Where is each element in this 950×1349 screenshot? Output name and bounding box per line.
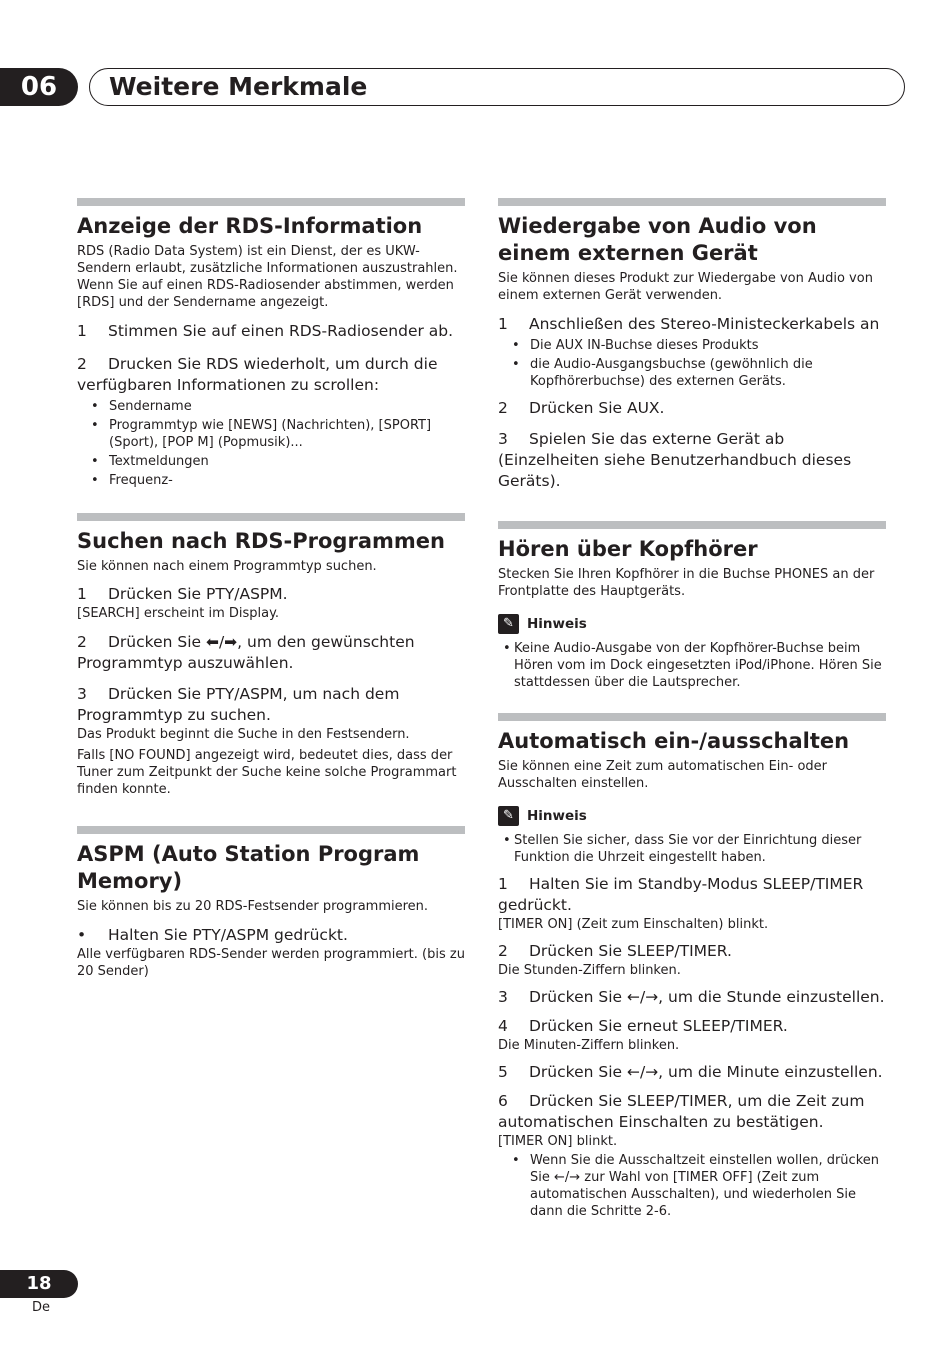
step-detail: Alle verfügbaren RDS-Sender werden programmiert. (bis zu 20 Sender) — [77, 947, 465, 979]
list-item: • Sendername — [77, 398, 465, 415]
step-bullet — [77, 925, 465, 946]
step-number: 1 — [77, 585, 87, 603]
step-text: Anschließen des Stereo-Ministeckerkabels an — [529, 315, 880, 333]
step-text: Stimmen Sie auf einen RDS-Radiosender ab. — [108, 322, 454, 340]
step-number: 1 — [498, 875, 508, 893]
step-number: 2 — [498, 399, 508, 417]
section-divider — [498, 713, 886, 721]
step-number: 1 — [77, 322, 87, 340]
section-auto-on-off — [498, 713, 886, 1222]
step-1 — [498, 314, 886, 335]
section-divider — [77, 826, 465, 834]
note-label: Hinweis — [527, 616, 587, 632]
section-title: ASPM (Auto Station Program Memory) — [77, 842, 420, 893]
list-item: • Textmeldungen — [77, 453, 465, 470]
language-code: De — [32, 1300, 51, 1315]
step-detail: Das Produkt beginnt die Suche in den Festsendern. — [77, 727, 410, 742]
step-1 — [77, 584, 465, 605]
step-text: Drücken Sie AUX. — [529, 399, 665, 417]
step-detail: [TIMER ON] blinkt. — [498, 1134, 618, 1149]
note-item: • Stellen Sie sicher, dass Sie vor der Einrichtung dieser Funktion die Uhrzeit eingestellt haben. — [498, 832, 886, 866]
section-intro: RDS (Radio Data System) ist ein Dienst, der es UKW-Sendern erlaubt, zusätzliche Informationen auszustrahlen. Wenn Sie auf einen RDS-Radiosender abstimmen, werden [RDS] und der Sendername angezeigt. — [77, 244, 458, 310]
section-intro: Stecken Sie Ihren Kopfhörer in die Buchse PHONES an der Frontplatte des Hauptgeräts. — [498, 567, 875, 599]
step-text: Drücken Sie SLEEP/TIMER. — [529, 942, 732, 960]
section-title: Anzeige der RDS-Information — [77, 214, 423, 238]
note-label: Hinweis — [527, 808, 587, 824]
list-item: • Frequenz- — [77, 472, 465, 489]
step-number: 1 — [498, 315, 508, 333]
pencil-note-icon: ✎ — [498, 806, 519, 826]
section-external-audio — [498, 198, 886, 492]
step-text: Drücken Sie ←/→, um die Minute einzustellen. — [529, 1063, 883, 1081]
section-divider — [498, 198, 886, 206]
step-text: Drücken Sie PTY/ASPM, um nach dem Programmtyp zu suchen. — [77, 685, 400, 724]
step-2 — [498, 398, 886, 419]
step-4 — [498, 1016, 886, 1037]
step-detail: Falls [NO FOUND] angezeigt wird, bedeutet dies, dass der Tuner zum Zeitpunkt der Suche keine solche Programmart finden konnte. — [77, 748, 457, 797]
section-headphones — [498, 521, 886, 693]
pencil-note-icon: ✎ — [498, 614, 519, 634]
page-number: 18 — [0, 1270, 78, 1298]
step-number: 2 — [77, 633, 87, 651]
section-divider — [498, 521, 886, 529]
list-item: • Programmtyp wie [NEWS] (Nachrichten), [SPORT] (Sport), [POP M] (Popmusik)... — [77, 417, 465, 451]
step-bullet-mark: • — [77, 926, 87, 944]
section-intro: Sie können bis zu 20 RDS-Festsender programmieren. — [77, 899, 429, 914]
step-3 — [77, 684, 465, 726]
note-item: • Keine Audio-Ausgabe von der Kopfhörer-Buchse beim Hören vom im Dock eingesetzten iPod/iPhone. Hören Sie stattdessen über die Lautsprecher. — [498, 640, 886, 691]
step-text: Drücken Sie ⬅/➡, um den gewünschten Programmtyp auszuwählen. — [77, 633, 415, 672]
step-2 — [77, 354, 465, 396]
step-5 — [498, 1062, 886, 1083]
step-number: 5 — [498, 1063, 508, 1081]
section-divider — [77, 513, 465, 521]
step-text: Halten Sie PTY/ASPM gedrückt. — [108, 926, 348, 944]
step-detail: [SEARCH] erscheint im Display. — [77, 606, 280, 621]
section-title: Wiedergabe von Audio von einem externen Gerät — [498, 214, 817, 265]
section-title: Hören über Kopfhörer — [498, 537, 758, 561]
step-text: Drücken Sie ←/→, um die Stunde einzustellen. — [529, 988, 885, 1006]
step-detail: [TIMER ON] (Zeit zum Einschalten) blinkt. — [498, 917, 769, 932]
step-2 — [498, 941, 886, 962]
chapter-number: 06 — [0, 68, 78, 106]
note-header — [498, 806, 886, 826]
step-detail: Die Minuten-Ziffern blinken. — [498, 1038, 680, 1053]
section-aspm — [77, 826, 465, 980]
step-6 — [498, 1091, 886, 1133]
step-text: Halten Sie im Standby-Modus SLEEP/TIMER gedrückt. — [498, 875, 864, 914]
step-text: Drucken Sie RDS wiederholt, um durch die verfügbaren Informationen zu scrollen: — [77, 355, 438, 394]
section-rds-information — [77, 198, 465, 491]
note-header — [498, 614, 886, 634]
section-title: Suchen nach RDS-Programmen — [77, 529, 445, 553]
section-divider — [77, 198, 465, 206]
step-number: 6 — [498, 1092, 508, 1110]
chapter-title: Weitere Merkmale — [89, 68, 905, 106]
step-1 — [77, 321, 465, 342]
step-3 — [498, 987, 886, 1008]
step-text: Drücken Sie PTY/ASPM. — [108, 585, 288, 603]
section-intro: Sie können eine Zeit zum automatischen Ein- oder Ausschalten einstellen. — [498, 759, 828, 791]
step-text: Drücken Sie SLEEP/TIMER, um die Zeit zum automatischen Einschalten zu bestätigen. — [498, 1092, 865, 1131]
step-number: 3 — [498, 988, 508, 1006]
step-number: 2 — [77, 355, 87, 373]
step-text: Spielen Sie das externe Gerät ab (Einzelheiten siehe Benutzerhandbuch dieses Geräts). — [498, 430, 852, 490]
step-text: Drücken Sie erneut SLEEP/TIMER. — [529, 1017, 788, 1035]
list-item: • Die AUX IN-Buchse dieses Produkts — [498, 337, 886, 354]
list-item: • die Audio-Ausgangsbuchse (gewöhnlich die Kopfhörerbuchse) des externen Geräts. — [498, 356, 886, 390]
step-1 — [498, 874, 886, 916]
step-number: 3 — [77, 685, 87, 703]
section-intro: Sie können nach einem Programmtyp suchen. — [77, 559, 377, 574]
step-2 — [77, 632, 465, 674]
step-number: 2 — [498, 942, 508, 960]
section-rds-search — [77, 513, 465, 798]
section-title: Automatisch ein-/ausschalten — [498, 729, 850, 753]
step-number: 4 — [498, 1017, 508, 1035]
section-intro: Sie können dieses Produkt zur Wiedergabe von Audio von einem externen Gerät verwenden. — [498, 271, 873, 303]
step-detail: Die Stunden-Ziffern blinken. — [498, 963, 681, 978]
step-3 — [498, 429, 886, 492]
step-number: 3 — [498, 430, 508, 448]
list-item: • Wenn Sie die Ausschaltzeit einstellen wollen, drücken Sie ←/→ zur Wahl von [TIMER OFF] (Zeit zum automatischen Ausschalten), und wiederholen Sie dann die Schritte 2-6. — [498, 1152, 886, 1220]
